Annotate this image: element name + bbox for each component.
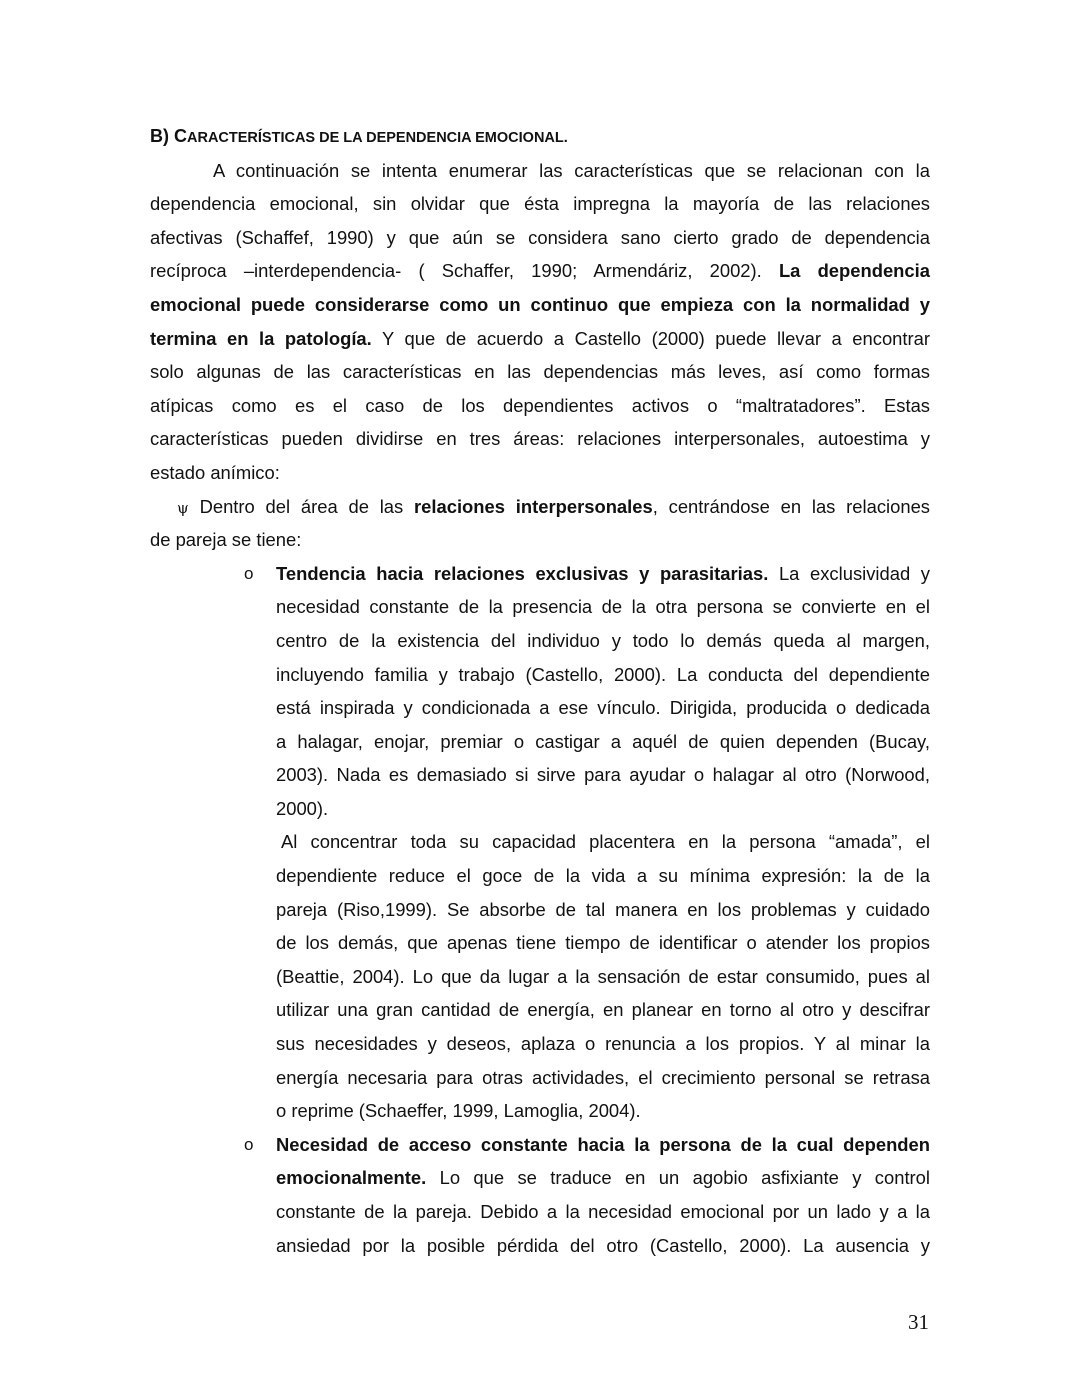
text-line: [276, 1161, 930, 1195]
text-line: [276, 893, 930, 927]
text-line: [276, 792, 930, 826]
psi-bullet-icon: ψ: [177, 498, 189, 517]
heading-rest: ARACTERÍSTICAS DE LA DEPENDENCIA EMOCIONAL.: [187, 130, 568, 146]
text-line: [276, 658, 930, 692]
text-line: [276, 1094, 930, 1128]
bullet-marker: o: [244, 1134, 254, 1154]
text-segment: energía necesaria para otras actividades, el crecimiento personal se retrasa: [276, 1066, 930, 1088]
text-segment: 2000).: [276, 797, 329, 819]
text-segment: sus necesidades y deseos, aplaza o renuncia a los propios. Y al minar la: [276, 1033, 930, 1055]
text-line: [276, 960, 930, 994]
text-segment: o reprime (Schaeffer, 1999, Lamoglia, 2004).: [276, 1100, 641, 1122]
text-line: [276, 1027, 930, 1061]
text-segment: centro de la existencia del individuo y todo lo demás queda al margen,: [276, 629, 930, 651]
text-segment: está inspirada y condicionada a ese vínculo. Dirigida, producida o dedicada: [276, 697, 930, 719]
text-segment: estado anímico:: [150, 461, 280, 483]
text-line: [276, 624, 930, 658]
bold-text: emocional puede considerarse como un continuo que empieza con la normalidad y: [150, 293, 930, 315]
text-line: [276, 691, 930, 725]
heading-prefix: B) C: [150, 126, 187, 146]
text-segment: A continuación se intenta enumerar las características que se relacionan con la: [213, 159, 930, 181]
text-segment: atípicas como es el caso de los dependientes activos o “maltratadores”. Estas: [150, 394, 930, 416]
text-segment: Y que de acuerdo a Castello (2000) puede llevar a encontrar: [371, 327, 930, 349]
text-segment: recíproca –interdependencia- ( Schaffer, 1990; Armendáriz, 2002).: [150, 260, 779, 282]
text-segment: Dentro del área de las: [199, 495, 414, 517]
bold-text: termina en la patología.: [150, 327, 372, 349]
text-segment: constante de la pareja. Debido a la necesidad emocional por un lado y a la: [276, 1201, 930, 1222]
text-line: [150, 490, 930, 524]
body-text: [150, 154, 930, 1263]
text-segment: incluyendo familia y trabajo (Castello, 2000). La conducta del dependiente: [276, 663, 930, 685]
bullet-item: [150, 1128, 930, 1262]
text-segment: afectivas (Schaffef, 1990) y que aún se considera sano cierto grado de dependencia: [150, 226, 930, 248]
bullet-marker: o: [244, 563, 254, 583]
document-page: [150, 120, 930, 1262]
text-line: [150, 355, 930, 389]
text-segment: solo algunas de las características en las dependencias más leves, así como formas: [150, 361, 930, 383]
text-line: [276, 557, 930, 591]
text-line: [150, 523, 930, 557]
text-segment: características pueden dividirse en tres áreas: relaciones interpersonales, autoestima y: [150, 428, 930, 450]
text-segment: dependiente reduce el goce de la vida a su mínima expresión: la de la: [276, 865, 930, 887]
bold-text: relaciones interpersonales: [414, 495, 653, 517]
bold-text: La dependencia: [778, 260, 930, 282]
text-line: [150, 254, 930, 288]
text-segment: Lo que se traduce en un agobio asfixiante y control: [426, 1167, 930, 1189]
bold-text: Necesidad de acceso constante hacia la persona de la cual dependen: [276, 1133, 930, 1155]
text-line: [150, 154, 930, 188]
text-segment: dependencia emocional, sin olvidar que ésta impregna la mayoría de las relaciones: [150, 193, 930, 215]
text-line: [150, 422, 930, 456]
text-line: [276, 1229, 930, 1263]
text-line: [276, 590, 930, 624]
text-segment: La exclusividad y: [768, 562, 930, 584]
paragraph: [150, 154, 930, 490]
text-line: [150, 221, 930, 255]
text-line: [276, 1061, 930, 1095]
text-segment: pareja (Riso,1999). Se absorbe de tal manera en los problemas y cuidado: [276, 898, 930, 920]
text-line: [276, 926, 930, 960]
bold-text: Tendencia hacia relaciones exclusivas y parasitarias.: [276, 562, 769, 584]
text-line: [276, 859, 930, 893]
text-segment: (Beattie, 2004). Lo que da lugar a la sensación de estar consumido, pues al: [276, 965, 930, 987]
psi-list-item: [150, 490, 930, 557]
section-heading: [150, 120, 930, 154]
text-line: [150, 322, 930, 356]
paragraph: [150, 825, 930, 1127]
text-segment: utilizar una gran cantidad de energía, en planear en torno al otro y descifrar: [276, 999, 930, 1021]
text-line: [150, 187, 930, 221]
text-segment: ansiedad por la posible pérdida del otro (Castello, 2000). La ausencia y: [276, 1234, 930, 1256]
text-line: [150, 288, 930, 322]
bold-text: emocionalmente.: [276, 1167, 427, 1189]
text-line: [276, 758, 930, 792]
text-line: [276, 993, 930, 1027]
page-number: 31: [908, 1310, 929, 1334]
text-line: [276, 825, 930, 859]
text-segment: de pareja se tiene:: [150, 529, 302, 551]
text-line: [276, 725, 930, 759]
text-segment: de los demás, que apenas tiene tiempo de identificar o atender los propios: [276, 932, 930, 954]
bullet-item: [150, 557, 930, 826]
text-segment: necesidad constante de la presencia de la otra persona se convierte en el: [276, 596, 930, 618]
text-segment: , centrándose en las relaciones: [652, 495, 930, 517]
text-segment: a halagar, enojar, premiar o castigar a aquél de quien dependen (Bucay,: [276, 730, 930, 752]
text-line: [276, 1195, 930, 1229]
text-line: [150, 389, 930, 423]
text-line: [276, 1128, 930, 1162]
text-segment: Al concentrar toda su capacidad placentera en la persona “amada”, el: [281, 831, 930, 853]
text-line: [150, 456, 930, 490]
text-segment: 2003). Nada es demasiado si sirve para ayudar o halagar al otro (Norwood,: [276, 764, 930, 786]
